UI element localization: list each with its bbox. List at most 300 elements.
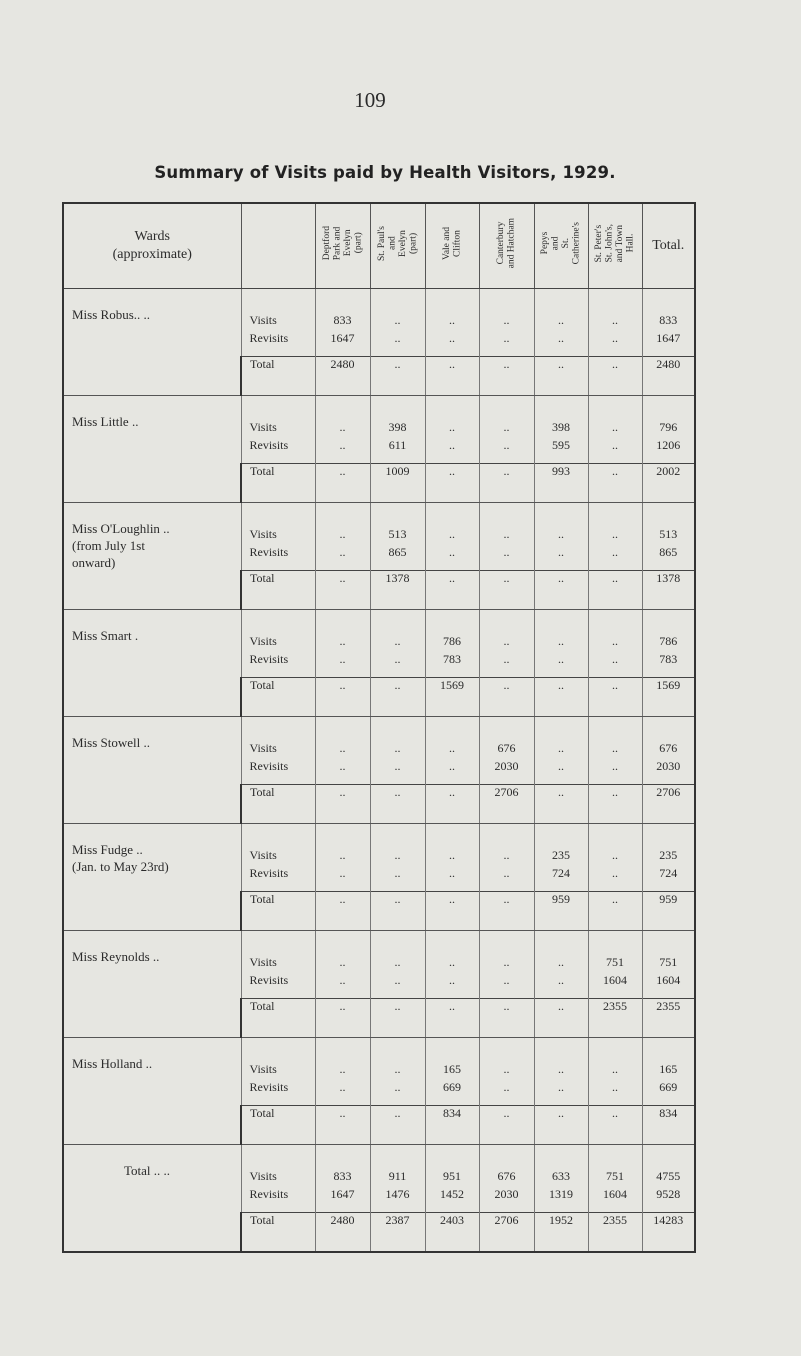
cell-value	[534, 289, 588, 357]
cell-visits-value: 398	[388, 420, 407, 434]
row-kind	[241, 289, 315, 357]
cell-value	[479, 717, 534, 785]
cell-visits-value: ..	[339, 1062, 346, 1076]
cell-visits-value: 165	[443, 1062, 461, 1076]
col-header-line: and Town	[615, 224, 625, 263]
cell-total-value: ..	[588, 464, 642, 503]
cell-value	[588, 1038, 642, 1106]
total-header: Total.	[642, 203, 695, 289]
cell-value	[642, 1038, 695, 1106]
visitor-name	[63, 931, 241, 1038]
cell-revisits-value: ..	[449, 973, 455, 987]
cell-visits-value: 165	[659, 1062, 678, 1076]
visits-revisits-row	[63, 396, 695, 464]
cell-value	[479, 610, 534, 678]
cell-revisits-value: ..	[558, 545, 564, 559]
row-kind-total: Total	[241, 357, 315, 396]
cell-total-value: ..	[370, 678, 425, 717]
cell-value	[315, 289, 370, 357]
cell-visits-value: 513	[659, 527, 678, 541]
cell-visits-value: ..	[449, 313, 455, 327]
cell-revisits-value: ..	[394, 331, 401, 345]
cell-total-value: 2480	[315, 1213, 370, 1253]
cell-total-value: ..	[370, 892, 425, 931]
cell-visits-value: ..	[558, 527, 564, 541]
col-header-line: and	[387, 236, 397, 251]
cell-value	[588, 503, 642, 571]
visitor-name	[63, 610, 241, 717]
cell-value	[642, 931, 695, 999]
row-kind-revisits: Revisits	[249, 331, 289, 345]
row-kind	[241, 1038, 315, 1106]
cell-value	[642, 1145, 695, 1213]
row-kind-revisits: Revisits	[249, 1080, 289, 1094]
cell-revisits-value: ..	[449, 866, 455, 880]
cell-revisits-value: 2030	[494, 759, 519, 773]
cell-revisits-value: ..	[558, 973, 564, 987]
cell-total-value: 2403	[425, 1213, 479, 1253]
visits-revisits-row	[63, 1145, 695, 1213]
cell-revisits-value: ..	[503, 973, 510, 987]
cell-visits-value: 676	[497, 741, 516, 755]
cell-revisits-value: ..	[394, 866, 401, 880]
cell-value	[425, 503, 479, 571]
cell-revisits-value: 2030	[656, 759, 681, 773]
visitor-name	[63, 1145, 241, 1253]
visitor-name-line: onward)	[72, 555, 116, 570]
row-kind-total: Total	[241, 464, 315, 503]
cell-total-value: ..	[370, 357, 425, 396]
cell-value	[370, 289, 425, 357]
cell-total-value: 2355	[588, 1213, 642, 1253]
cell-total-value: 2706	[642, 785, 695, 824]
cell-value	[370, 396, 425, 464]
cell-total-value: 2706	[479, 785, 534, 824]
cell-revisits-value: ..	[612, 1080, 618, 1094]
cell-revisits-value: ..	[449, 438, 455, 452]
wards-header	[63, 203, 241, 289]
cell-revisits-value: 611	[388, 438, 407, 452]
row-kind-visits: Visits	[249, 848, 277, 862]
cell-total-value: 14283	[642, 1213, 695, 1253]
cell-revisits-value: 595	[552, 438, 570, 452]
cell-value	[479, 396, 534, 464]
cell-total-value: ..	[534, 999, 588, 1038]
cell-total-value: ..	[370, 1106, 425, 1145]
row-kind	[241, 824, 315, 892]
cell-total-value: 1378	[642, 571, 695, 610]
cell-visits-value: 751	[606, 1169, 624, 1183]
cell-visits-value: ..	[558, 1062, 564, 1076]
cell-revisits-value: ..	[558, 331, 564, 345]
visitor-name-line: Miss O'Loughlin ..	[72, 521, 170, 536]
cell-total-value: ..	[588, 892, 642, 931]
cell-revisits-value: 1452	[440, 1187, 464, 1201]
cell-total-value: ..	[315, 999, 370, 1038]
cell-value	[315, 610, 370, 678]
cell-revisits-value: ..	[612, 438, 618, 452]
row-kind-visits: Visits	[249, 741, 277, 755]
cell-visits-value: ..	[503, 313, 510, 327]
cell-value	[588, 931, 642, 999]
cell-revisits-value: 1647	[330, 1187, 355, 1201]
col-header-line: St. John's,	[604, 224, 615, 263]
page-title: Summary of Visits paid by Health Visitors, 1929.	[154, 163, 616, 182]
cell-value	[370, 610, 425, 678]
cell-visits-value: 796	[659, 420, 678, 434]
row-kind-visits: Visits	[249, 420, 277, 434]
cell-total-value: ..	[534, 357, 588, 396]
row-kind-total: Total	[241, 678, 315, 717]
col-header-line: (part)	[408, 232, 418, 255]
cell-visits-value: 786	[443, 634, 461, 648]
cell-revisits-value: ..	[612, 759, 618, 773]
cell-total-value: ..	[588, 678, 642, 717]
cell-total-value: 959	[642, 892, 695, 931]
cell-value	[588, 396, 642, 464]
cell-visits-value: ..	[449, 420, 455, 434]
cell-revisits-value: ..	[339, 652, 346, 666]
row-kind-visits: Visits	[249, 1169, 277, 1183]
cell-visits-value: 833	[659, 313, 678, 327]
cell-total-value: ..	[534, 678, 588, 717]
row-kind-visits: Visits	[249, 955, 277, 969]
cell-value	[315, 717, 370, 785]
cell-total-value: 2355	[588, 999, 642, 1038]
cell-total-value: ..	[479, 999, 534, 1038]
table-body	[63, 289, 695, 1253]
cell-visits-value: ..	[339, 634, 346, 648]
cell-visits-value: ..	[394, 313, 401, 327]
cell-total-value: ..	[425, 464, 479, 503]
cell-total-value: ..	[425, 999, 479, 1038]
col-header-line: (part)	[353, 232, 363, 255]
cell-revisits-value: 865	[388, 545, 407, 559]
visitor-name-line: Miss Smart .	[72, 628, 139, 643]
cell-value	[642, 289, 695, 357]
col-header-st-peters	[588, 203, 642, 289]
cell-visits-value: 235	[552, 848, 570, 862]
col-header-line: Catherine's	[571, 222, 582, 265]
cell-value	[370, 931, 425, 999]
cell-revisits-value: ..	[449, 331, 455, 345]
col-header-vale-clifton	[425, 203, 479, 289]
cell-visits-value: 751	[659, 955, 678, 969]
row-kind	[241, 1145, 315, 1213]
cell-visits-value: 4755	[656, 1169, 681, 1183]
cell-visits-value: ..	[394, 741, 401, 755]
cell-total-value: ..	[370, 785, 425, 824]
col-header-line: St.	[561, 238, 571, 249]
cell-total-value: ..	[315, 892, 370, 931]
cell-value	[534, 503, 588, 571]
visits-revisits-row	[63, 610, 695, 678]
cell-visits-value: ..	[449, 527, 455, 541]
row-kind	[241, 931, 315, 999]
wards-header-line: Wards	[134, 229, 170, 244]
cell-revisits-value: ..	[558, 652, 564, 666]
cell-revisits-value: ..	[612, 545, 618, 559]
cell-revisits-value: ..	[503, 652, 510, 666]
cell-value	[479, 1038, 534, 1106]
cell-revisits-value: 1647	[656, 331, 681, 345]
cell-visits-value: ..	[394, 955, 401, 969]
row-kind-total: Total	[241, 1106, 315, 1145]
cell-visits-value: 751	[606, 955, 624, 969]
visits-summary-table	[62, 202, 696, 1253]
cell-total-value: ..	[588, 571, 642, 610]
visits-revisits-row	[63, 289, 695, 357]
cell-value	[588, 717, 642, 785]
row-kind-visits: Visits	[249, 527, 277, 541]
cell-visits-value: ..	[558, 955, 564, 969]
header-row	[63, 203, 695, 289]
col-header-deptford	[315, 203, 370, 289]
col-header-line: Hall.	[625, 234, 636, 253]
visits-revisits-row	[63, 1038, 695, 1106]
visitor-name-line: Miss Robus.. ..	[72, 307, 151, 322]
cell-total-value: ..	[425, 357, 479, 396]
cell-visits-value: ..	[612, 1062, 618, 1076]
visitor-name-line: Total .. ..	[124, 1163, 171, 1178]
visitor-name	[63, 503, 241, 610]
cell-revisits-value: ..	[503, 438, 510, 452]
cell-total-value: ..	[425, 785, 479, 824]
cell-value	[370, 503, 425, 571]
cell-value	[588, 824, 642, 892]
visitor-name	[63, 824, 241, 931]
cell-revisits-value: ..	[449, 545, 455, 559]
cell-revisits-value: 1206	[656, 438, 681, 452]
col-header-line: Pepys	[540, 232, 550, 255]
visitor-name	[63, 1038, 241, 1145]
cell-visits-value: ..	[503, 1062, 510, 1076]
cell-value	[370, 824, 425, 892]
cell-value	[315, 931, 370, 999]
cell-value	[642, 824, 695, 892]
visitor-name	[63, 396, 241, 503]
row-kind	[241, 396, 315, 464]
cell-visits-value: ..	[558, 634, 564, 648]
cell-revisits-value: ..	[339, 759, 346, 773]
cell-total-value: ..	[315, 1106, 370, 1145]
cell-revisits-value: ..	[394, 1080, 401, 1094]
cell-value	[425, 610, 479, 678]
cell-visits-value: ..	[394, 848, 401, 862]
cell-total-value: 2480	[315, 357, 370, 396]
cell-visits-value: 911	[388, 1169, 407, 1183]
cell-visits-value: ..	[612, 741, 618, 755]
cell-visits-value: 951	[443, 1169, 461, 1183]
visits-revisits-row	[63, 717, 695, 785]
cell-value	[534, 1145, 588, 1213]
cell-value	[534, 824, 588, 892]
cell-total-value: 2480	[642, 357, 695, 396]
cell-revisits-value: 1604	[603, 1187, 627, 1201]
cell-revisits-value: ..	[503, 1080, 510, 1094]
cell-value	[534, 931, 588, 999]
cell-revisits-value: ..	[612, 866, 618, 880]
cell-revisits-value: ..	[503, 545, 510, 559]
cell-revisits-value: ..	[339, 1080, 346, 1094]
cell-total-value: ..	[425, 571, 479, 610]
cell-total-value: 2706	[479, 1213, 534, 1253]
cell-revisits-value: ..	[503, 866, 510, 880]
row-kind-total: Total	[241, 892, 315, 931]
cell-revisits-value: 669	[443, 1080, 461, 1094]
cell-value	[642, 396, 695, 464]
cell-revisits-value: 724	[552, 866, 570, 880]
cell-value	[479, 503, 534, 571]
row-kind-visits: Visits	[249, 634, 277, 648]
col-header-line: Clifton	[452, 230, 462, 257]
row-kind-revisits: Revisits	[249, 652, 289, 666]
cell-revisits-value: 865	[659, 545, 678, 559]
row-kind-revisits: Revisits	[249, 866, 289, 880]
cell-value	[588, 289, 642, 357]
col-header-line: St. Paul's	[376, 226, 387, 261]
cell-visits-value: ..	[503, 420, 510, 434]
cell-total-value: ..	[370, 999, 425, 1038]
cell-value	[315, 503, 370, 571]
cell-visits-value: ..	[612, 848, 618, 862]
cell-value	[642, 610, 695, 678]
row-kind-revisits: Revisits	[249, 759, 289, 773]
cell-total-value: ..	[479, 1106, 534, 1145]
cell-value	[479, 1145, 534, 1213]
cell-visits-value: ..	[503, 848, 510, 862]
cell-value	[315, 396, 370, 464]
col-header-line: Vale and	[441, 227, 452, 260]
cell-revisits-value: 783	[443, 652, 461, 666]
cell-value	[642, 503, 695, 571]
cell-value	[588, 610, 642, 678]
cell-visits-value: ..	[558, 313, 564, 327]
col-header-line: Canterbury	[496, 222, 506, 265]
cell-value	[425, 1038, 479, 1106]
cell-total-value: 1378	[370, 571, 425, 610]
cell-visits-value: ..	[339, 741, 346, 755]
cell-value	[315, 1038, 370, 1106]
cell-total-value: 2355	[642, 999, 695, 1038]
cell-revisits-value: ..	[394, 973, 401, 987]
cell-value	[425, 289, 479, 357]
cell-revisits-value: ..	[558, 1080, 564, 1094]
cell-total-value: ..	[479, 678, 534, 717]
cell-total-value: ..	[588, 1106, 642, 1145]
row-kind-total: Total	[241, 571, 315, 610]
cell-revisits-value: ..	[394, 759, 401, 773]
cell-visits-value: 786	[659, 634, 678, 648]
visitor-name	[63, 289, 241, 396]
cell-value	[534, 610, 588, 678]
cell-revisits-value: ..	[339, 973, 346, 987]
cell-total-value: ..	[425, 892, 479, 931]
col-header-line: Evelyn	[397, 230, 408, 257]
page-number: 109	[354, 88, 386, 112]
col-header-line: St. Peter's	[594, 224, 604, 263]
cell-revisits-value: ..	[612, 652, 618, 666]
cell-value	[425, 396, 479, 464]
visitor-name-line: (Jan. to May 23rd)	[72, 859, 169, 874]
cell-visits-value: 633	[552, 1169, 570, 1183]
cell-value	[315, 824, 370, 892]
cell-visits-value: ..	[503, 527, 510, 541]
row-kind-total: Total	[241, 1213, 315, 1253]
row-kind	[241, 503, 315, 571]
cell-total-value: ..	[534, 785, 588, 824]
cell-visits-value: ..	[612, 313, 618, 327]
cell-visits-value: ..	[394, 1062, 401, 1076]
cell-visits-value: ..	[503, 634, 510, 648]
cell-value	[370, 1145, 425, 1213]
cell-total-value: ..	[534, 571, 588, 610]
cell-value	[642, 717, 695, 785]
col-header-st-pauls	[370, 203, 425, 289]
cell-value	[315, 1145, 370, 1213]
cell-visits-value: ..	[449, 741, 455, 755]
cell-revisits-value: 783	[659, 652, 678, 666]
row-kind	[241, 610, 315, 678]
cell-total-value: 1952	[534, 1213, 588, 1253]
row-kind	[241, 717, 315, 785]
cell-revisits-value: ..	[558, 759, 564, 773]
cell-value	[425, 931, 479, 999]
cell-visits-value: ..	[339, 420, 346, 434]
col-header-line: and Hatcham	[506, 218, 517, 269]
row-kind-visits: Visits	[249, 1062, 277, 1076]
visits-revisits-row	[63, 503, 695, 571]
visitor-name	[63, 717, 241, 824]
col-header-line: Evelyn	[342, 230, 353, 257]
cell-revisits-value: ..	[394, 652, 401, 666]
visits-revisits-row	[63, 931, 695, 999]
col-header-line: Park and	[332, 226, 342, 261]
cell-value	[534, 717, 588, 785]
row-kind-total: Total	[241, 785, 315, 824]
cell-value	[370, 717, 425, 785]
cell-total-value: ..	[315, 785, 370, 824]
cell-value	[479, 289, 534, 357]
cell-visits-value: ..	[449, 848, 455, 862]
cell-revisits-value: 2030	[494, 1187, 519, 1201]
wards-header-line: (approximate)	[112, 247, 192, 262]
cell-total-value: ..	[315, 571, 370, 610]
cell-visits-value: ..	[503, 955, 510, 969]
cell-revisits-value: 1647	[330, 331, 355, 345]
cell-total-value: ..	[588, 357, 642, 396]
cell-value	[534, 1038, 588, 1106]
cell-value	[425, 824, 479, 892]
cell-total-value: ..	[479, 571, 534, 610]
cell-total-value: 1009	[370, 464, 425, 503]
cell-revisits-value: ..	[449, 759, 455, 773]
cell-total-value: ..	[315, 678, 370, 717]
cell-visits-value: ..	[558, 741, 564, 755]
cell-total-value: ..	[479, 892, 534, 931]
col-header-line: and	[550, 236, 561, 251]
cell-revisits-value: 1319	[549, 1187, 573, 1201]
cell-total-value: 1569	[425, 678, 479, 717]
row-kind-total: Total	[241, 999, 315, 1038]
cell-visits-value: ..	[612, 420, 618, 434]
cell-total-value: 2387	[370, 1213, 425, 1253]
visitor-name-line: Miss Holland ..	[72, 1056, 153, 1071]
cell-revisits-value: ..	[339, 866, 346, 880]
row-kind-revisits: Revisits	[249, 545, 289, 559]
cell-revisits-value: ..	[339, 438, 346, 452]
cell-visits-value: ..	[612, 527, 618, 541]
